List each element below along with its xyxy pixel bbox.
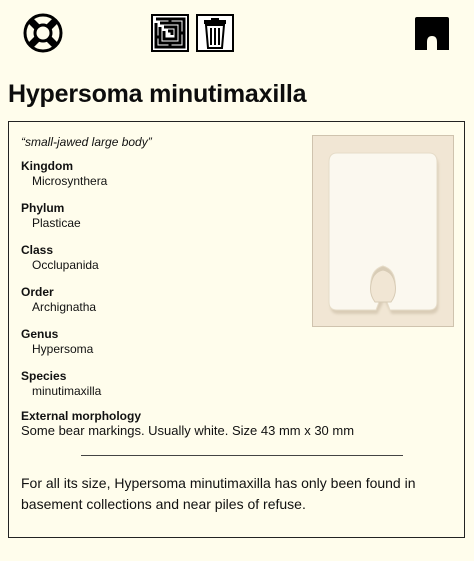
kingdom-field: [21, 159, 107, 189]
kingdom-label: Kingdom: [21, 159, 73, 173]
kingdom-value: Microsynthera: [32, 174, 108, 188]
morphology-field: [21, 409, 354, 439]
class-value: Occlupanida: [32, 258, 99, 272]
lifebuoy-icon: [22, 12, 64, 54]
specimen-photo: [312, 135, 454, 327]
species-label: Species: [21, 369, 67, 383]
class-field: [21, 243, 99, 273]
maze-button[interactable]: [151, 14, 189, 52]
class-label: Class: [21, 243, 54, 257]
morphology-label: External morphology: [21, 409, 142, 423]
order-field: [21, 285, 96, 315]
phylum-value: Plasticae: [32, 216, 81, 230]
trash-button[interactable]: [196, 14, 234, 52]
home-icon: [412, 14, 452, 54]
phylum-field: [21, 201, 81, 231]
description-text: For all its size, Hypersoma minutimaxilla has only been found in basement collections and near piles of refuse.: [21, 475, 416, 512]
genus-field: [21, 327, 93, 357]
common-name: “small-jawed large body”: [21, 135, 152, 149]
toolbar: [0, 0, 474, 70]
genus-label: Genus: [21, 327, 59, 341]
species-field: [21, 369, 101, 399]
species-value: minutimaxilla: [32, 384, 102, 398]
home-button[interactable]: [412, 14, 452, 54]
specimen-card: [8, 121, 465, 538]
phylum-label: Phylum: [21, 201, 65, 215]
order-label: Order: [21, 285, 54, 299]
genus-value: Hypersoma: [32, 342, 94, 356]
help-button[interactable]: [22, 12, 64, 54]
trash-icon: [196, 14, 234, 52]
order-value: Archignatha: [32, 300, 97, 314]
maze-icon: [151, 14, 189, 52]
morphology-value: Some bear markings. Usually white. Size 43 mm x 30 mm: [21, 423, 355, 438]
section-divider: [81, 455, 403, 456]
page-title: Hypersoma minutimaxilla: [8, 80, 307, 108]
bread-clip-specimen-image: [313, 136, 453, 326]
